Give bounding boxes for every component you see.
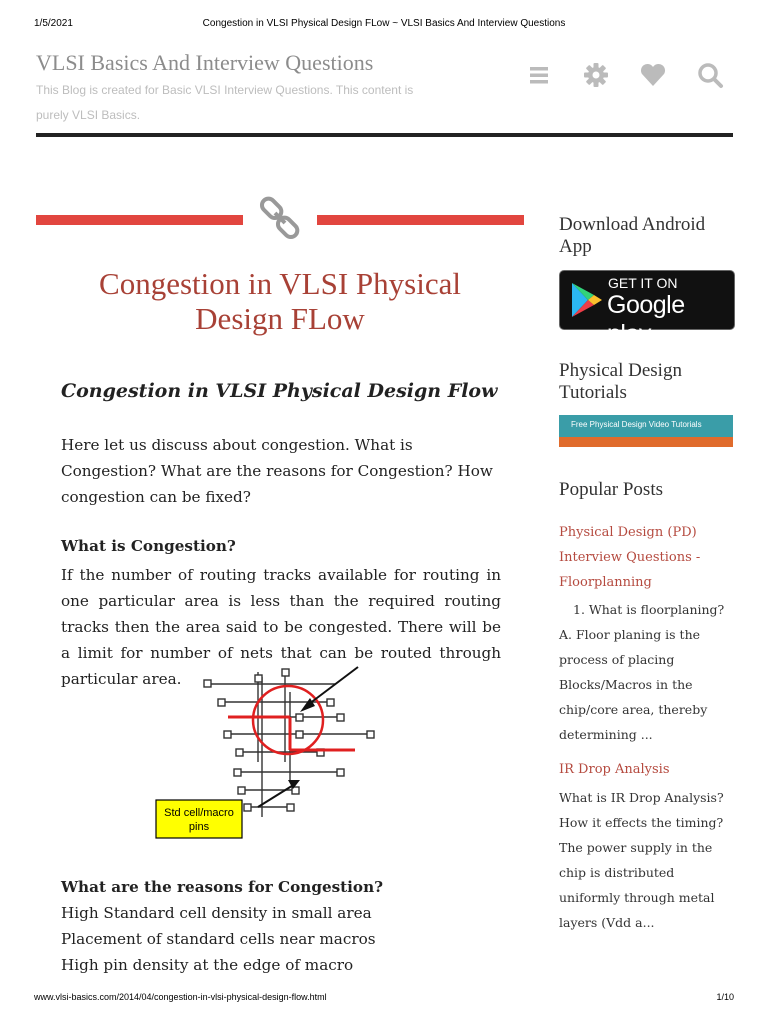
figure-label-line2: pins (188, 821, 210, 833)
reasons-heading: What are the reasons for Congestion? (61, 878, 384, 896)
google-play-badge[interactable] (559, 270, 735, 348)
sidebar-tutorials-heading: Physical Design Tutorials (559, 360, 682, 403)
popular-post-link[interactable]: Physical Design (PD) Interview Questions - Floorplanning (559, 525, 701, 590)
popular-post-snippet: What is IR Drop Analysis? How it effects the timing? The power supply in the chip is distributed uniformly through metal layers (Vdd a... (559, 790, 724, 930)
gplay-store-label: Google play (607, 291, 685, 348)
link-chain-icon (258, 196, 302, 240)
top-icon-bar (525, 60, 735, 90)
decorative-bar-left (36, 215, 243, 225)
google-play-icon (566, 280, 606, 320)
tutorials-banner-label: Free Physical Design Video Tutorials (571, 420, 702, 429)
print-page-number: 1/10 (716, 992, 734, 1002)
print-url: www.vlsi-basics.com/2014/04/congestion-in-vlsi-physical-design-flow.html (34, 992, 327, 1002)
header-divider (36, 133, 733, 137)
print-footer (0, 992, 768, 1006)
popular-post-link[interactable]: IR Drop Analysis (559, 762, 670, 777)
print-header (0, 14, 768, 30)
popular-post-snippet: A. Floor planing is the process of placing Blocks/Macros in the chip/core area, thereby determining ... (559, 627, 708, 742)
gear-icon[interactable] (581, 60, 611, 90)
menu-icon[interactable] (525, 60, 555, 90)
site-tagline: This Blog is created for Basic VLSI Interview Questions. This content is purely VLSI Basics. (36, 83, 414, 122)
search-icon[interactable] (695, 60, 725, 90)
site-title[interactable]: VLSI Basics And Interview Questions (36, 50, 374, 75)
figure-label-line1: Std cell/macro (164, 807, 234, 819)
what-heading: What is Congestion? (61, 537, 236, 555)
post-title: Congestion in VLSI Physical Design FLow (99, 266, 461, 336)
popular-post-list-item: 1. What is floorplaning? (573, 602, 725, 617)
gplay-get-label: GET IT ON (608, 275, 678, 291)
sidebar-download-heading: Download Android App (559, 214, 706, 257)
reason-item: High pin density at the edge of macro (61, 956, 354, 974)
post-subtitle: Congestion in VLSI Physical Design Flow (61, 380, 498, 402)
congestion-diagram (130, 662, 380, 842)
reason-item: High Standard cell density in small area (61, 904, 372, 922)
reason-item: Placement of standard cells near macros (61, 930, 376, 948)
print-date: 1/5/2021 (34, 18, 73, 29)
intro-paragraph: Here let us discuss about congestion. What is Congestion? What are the reasons for Congestion? How congestion can be fixed? (61, 436, 493, 506)
print-doc-title: Congestion in VLSI Physical Design FLow ~ VLSI Basics And Interview Questions (202, 18, 566, 29)
sidebar-popular-heading: Popular Posts (559, 479, 663, 500)
what-paragraph: If the number of routing tracks available for routing in one particular area is less than the required routing tracks then the area said to be congested. There will be a limit for number of nets that can be routed through particular area. (61, 566, 501, 688)
decorative-bar-right (317, 215, 524, 225)
tutorials-banner[interactable] (559, 415, 733, 447)
heart-icon[interactable] (638, 60, 668, 90)
